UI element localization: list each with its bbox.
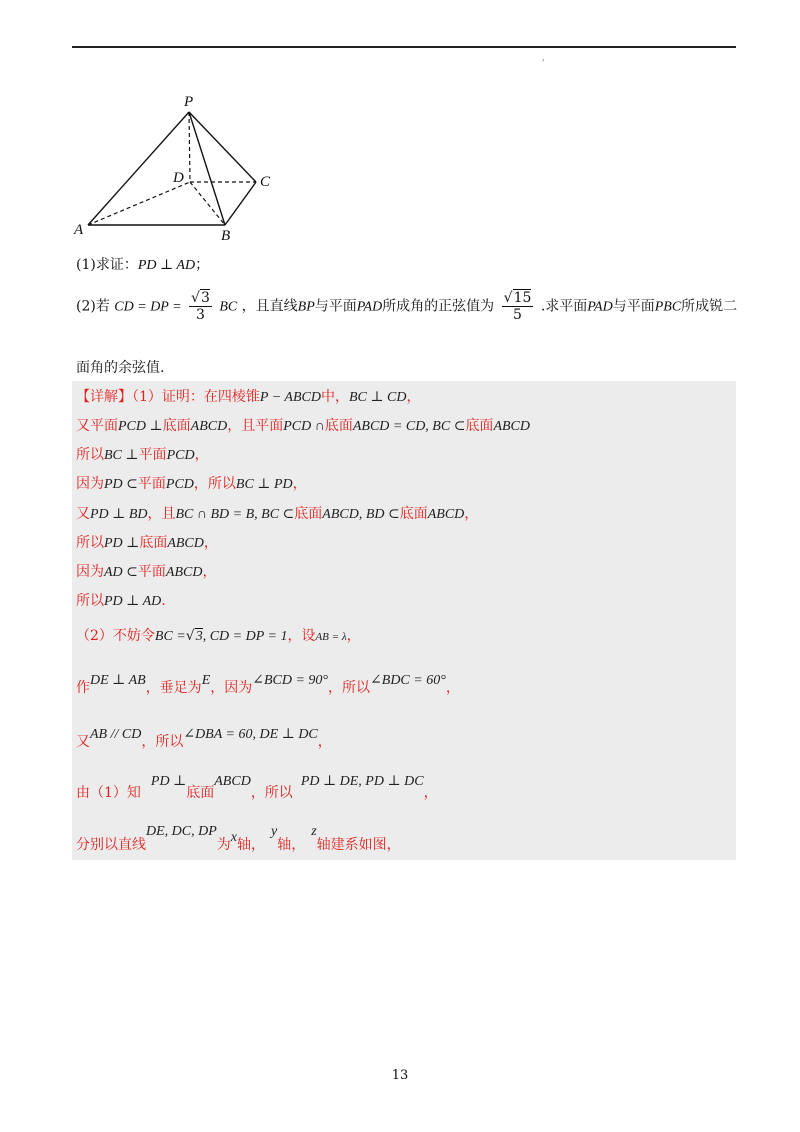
label-b: B: [221, 228, 231, 244]
corner-mark: ': [542, 58, 545, 67]
problem-part2-continued: 面角的余弦值.: [76, 360, 165, 376]
edge-pc: [189, 112, 256, 182]
edge-ad: [88, 182, 190, 225]
edge-pb: [189, 112, 225, 225]
edge-bc: [225, 182, 256, 225]
label-p: P: [184, 94, 194, 110]
page-number: 13: [391, 1068, 409, 1083]
solution-line-3: 所以BC ⊥平面PCD，: [76, 447, 209, 463]
solution-line-4: 因为PD ⊂平面PCD，所以BC ⊥ PD，: [76, 476, 307, 492]
solution-line-6: 所以PD ⊥底面ABCD，: [76, 535, 218, 551]
solution-line-5: 又PD ⊥ BD，且BC ∩ BD = B, BC ⊂底面ABCD, BD ⊂底面ABCD，: [76, 506, 479, 522]
edge-pd: [189, 112, 190, 182]
solution-line-2: 又平面PCD ⊥底面ABCD，且平面PCD ∩底面ABCD = CD, BC ⊂底面ABCD: [76, 418, 530, 434]
solution-line-12: 由（1）知PD ⊥底面ABCD，所以PD ⊥ DE, PD ⊥ DC，: [76, 774, 438, 801]
pyramid-figure: [66, 88, 286, 248]
edge-pa: [88, 112, 189, 225]
solution-line-13: 分别以直线DE, DC, DP为x轴，y轴，z轴建系如图，: [76, 824, 401, 853]
solution-line-1: 【详解】（1）证明：在四棱锥P − ABCD中，BC ⊥ CD，: [76, 389, 421, 405]
solution-line-10: 作DE ⊥ AB，垂足为E，因为∠BCD = 90°，所以∠BDC = 60°，: [76, 673, 460, 696]
problem-part1: (1)求证：PD ⊥ AD；: [76, 257, 210, 273]
edge-db: [190, 182, 225, 225]
solution-line-7: 因为AD ⊂平面ABCD，: [76, 564, 217, 580]
header-rule: [72, 46, 736, 48]
label-d: D: [173, 170, 184, 186]
problem-part2: (2)若 CD = DP = $\frac{√3}{3}$ BC ，且直线BP与平面PAD所成角的正弦值为 $\frac{√15}{5}$ .求平面PAD与平面PBC所成锐二: [76, 290, 738, 323]
solution-line-11: 又AB // CD，所以∠DBA = 60, DE ⊥ DC，: [76, 727, 332, 750]
solution-line-9: （2）不妨令BC =√3, CD = DP = 1，设AB = λ，: [76, 628, 361, 644]
label-a: A: [74, 222, 84, 238]
label-c: C: [260, 174, 271, 190]
solution-line-8: 所以PD ⊥ AD.: [76, 593, 166, 609]
